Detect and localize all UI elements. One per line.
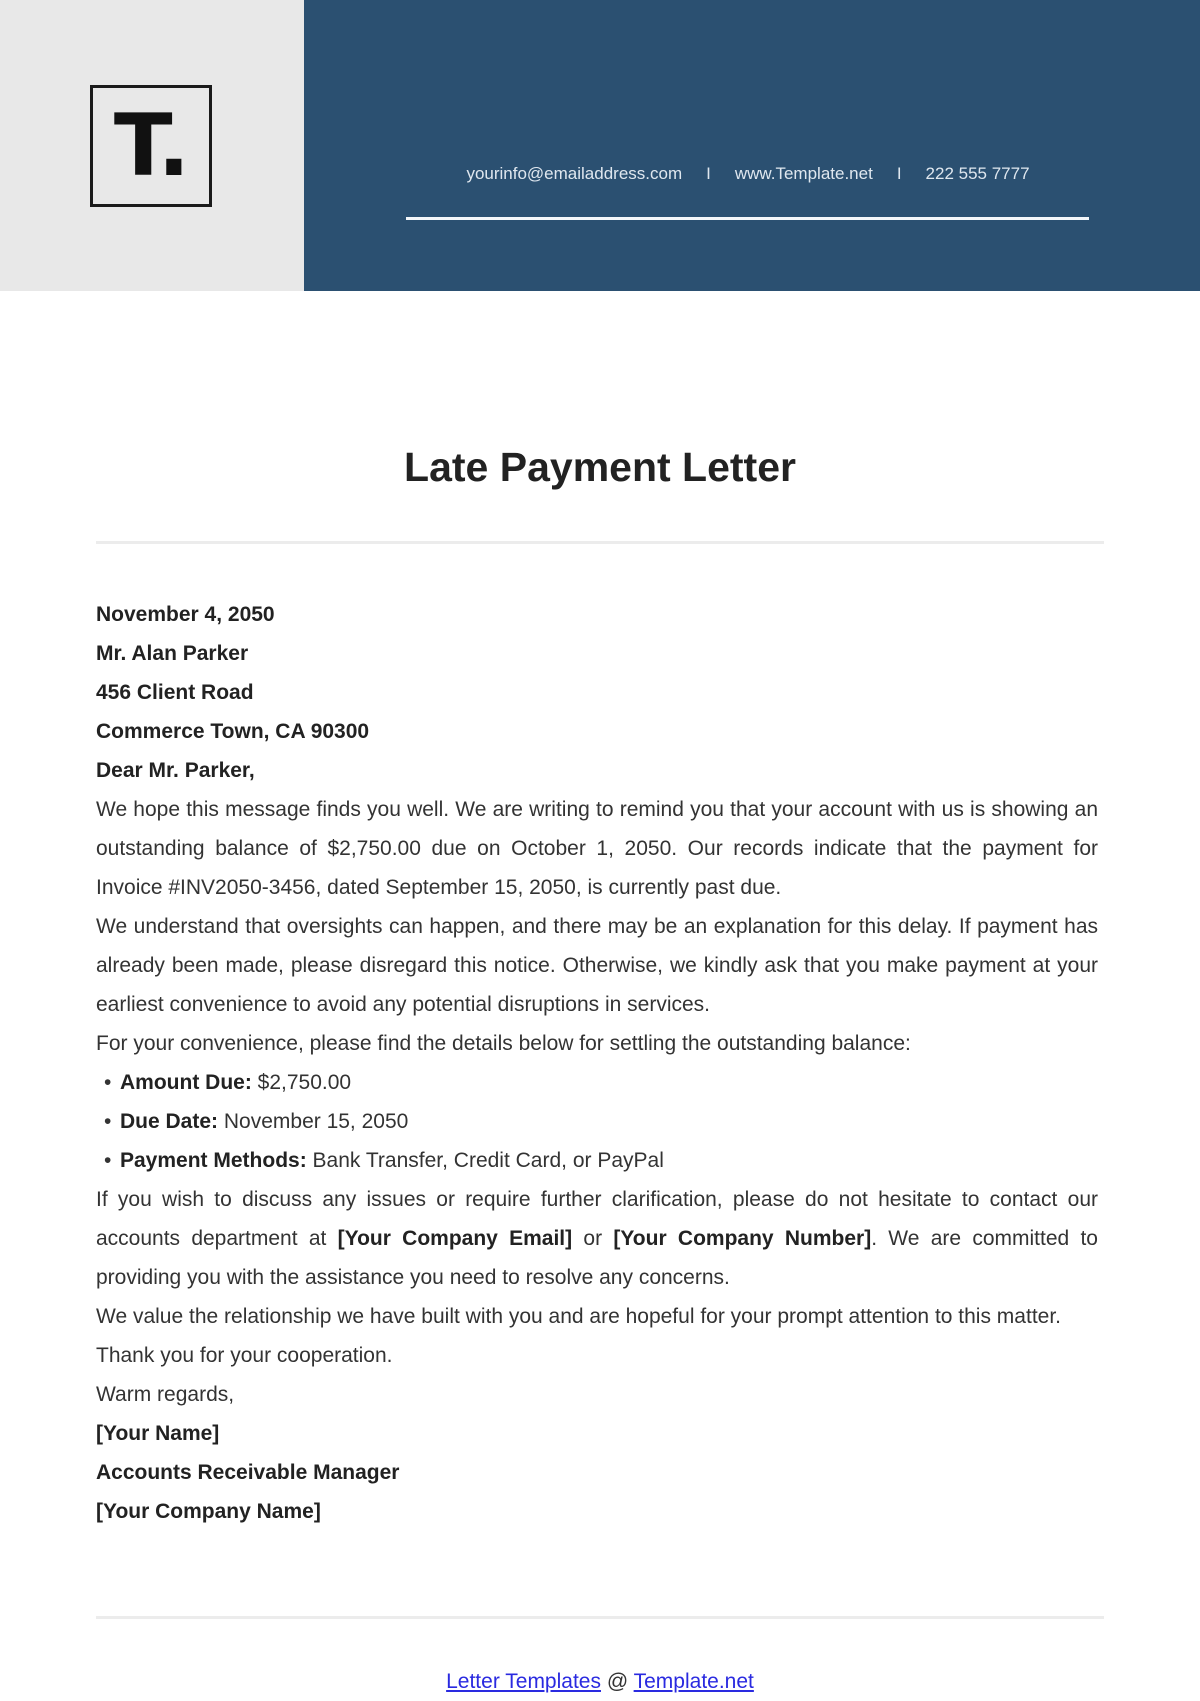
logo-letter: T.: [113, 96, 189, 196]
contact-separator: I: [706, 164, 711, 183]
contact-text: If you wish to discuss any issues or require further clarification, please do not hesitate to contact our accounts department at: [96, 1188, 1098, 1250]
title-divider: [96, 541, 1104, 544]
contact-panel: [304, 0, 1200, 291]
detail-value: Bank Transfer, Credit Card, or PayPal: [312, 1149, 664, 1172]
contact-website: www.Template.net: [734, 164, 873, 183]
paragraph-relationship: We value the relationship we have built with you and are hopeful for your prompt attention to this matter.: [96, 1305, 1061, 1328]
recipient-name: Mr. Alan Parker: [96, 642, 249, 665]
footer-at: @: [606, 1670, 629, 1693]
salutation: Dear Mr. Parker,: [96, 759, 255, 782]
document-title: Late Payment Letter: [404, 444, 796, 490]
signer-title: Accounts Receivable Manager: [96, 1461, 400, 1484]
paragraph-understanding: We understand that oversights can happen, and there may be an explanation for this delay. If payment has already been made, please disregard this notice. Otherwise, we kindly ask that you make payment at your earliest convenience to avoid any potential disruptions in services.: [96, 915, 1098, 1016]
signer-company: [Your Company Name]: [96, 1500, 321, 1523]
contact-email: yourinfo@emailaddress.com: [466, 164, 683, 183]
footer-divider: [96, 1616, 1104, 1619]
detail-label: Due Date:: [120, 1110, 219, 1133]
detail-value: November 15, 2050: [223, 1110, 409, 1133]
closing-line: Warm regards,: [96, 1383, 235, 1406]
letterhead: [0, 0, 1200, 291]
company-email-placeholder: [Your Company Email]: [337, 1227, 573, 1250]
company-logo: [90, 85, 212, 207]
detail-value: $2,750.00: [257, 1071, 352, 1094]
thanks-line: Thank you for your cooperation.: [96, 1344, 393, 1367]
contact-phone: 222 555 7777: [925, 164, 1030, 183]
footer: [0, 1670, 1200, 1694]
contact-separator: I: [896, 164, 902, 183]
list-item: [96, 1102, 1098, 1141]
contact-text: or: [572, 1227, 614, 1250]
list-item: [96, 1063, 1098, 1102]
paragraph-reminder: We hope this message finds you well. We are writing to remind you that your account with us is showing an outstanding balance of $2,750.00 due on October 1, 2050. Our records indicate that the payment for Invoice #INV2050-3456, dated September 15, 2050, is currently past due.: [96, 798, 1098, 899]
contact-info: [406, 164, 1090, 184]
letter-date: November 4, 2050: [96, 603, 275, 626]
detail-label: Amount Due:: [120, 1071, 252, 1094]
logo-panel: [0, 0, 304, 291]
company-number-placeholder: [Your Company Number]: [613, 1227, 872, 1250]
letter-body: [96, 595, 1098, 1531]
payment-details-list: [96, 1063, 1098, 1180]
signer-name: [Your Name]: [96, 1422, 220, 1445]
paragraph-contact: [96, 1180, 1098, 1297]
recipient-address-line1: 456 Client Road: [96, 681, 254, 704]
template-net-link[interactable]: Template.net: [633, 1670, 754, 1693]
header-rule: [406, 217, 1089, 220]
list-item: [96, 1141, 1098, 1180]
letter-templates-link[interactable]: Letter Templates: [446, 1670, 601, 1693]
contact-text: . We are committed to providing you with the assistance you need to resolve any concerns.: [96, 1227, 1098, 1289]
detail-label: Payment Methods:: [120, 1149, 307, 1172]
recipient-address-line2: Commerce Town, CA 90300: [96, 720, 370, 743]
paragraph-details-intro: For your convenience, please find the details below for settling the outstanding balance:: [96, 1032, 911, 1055]
